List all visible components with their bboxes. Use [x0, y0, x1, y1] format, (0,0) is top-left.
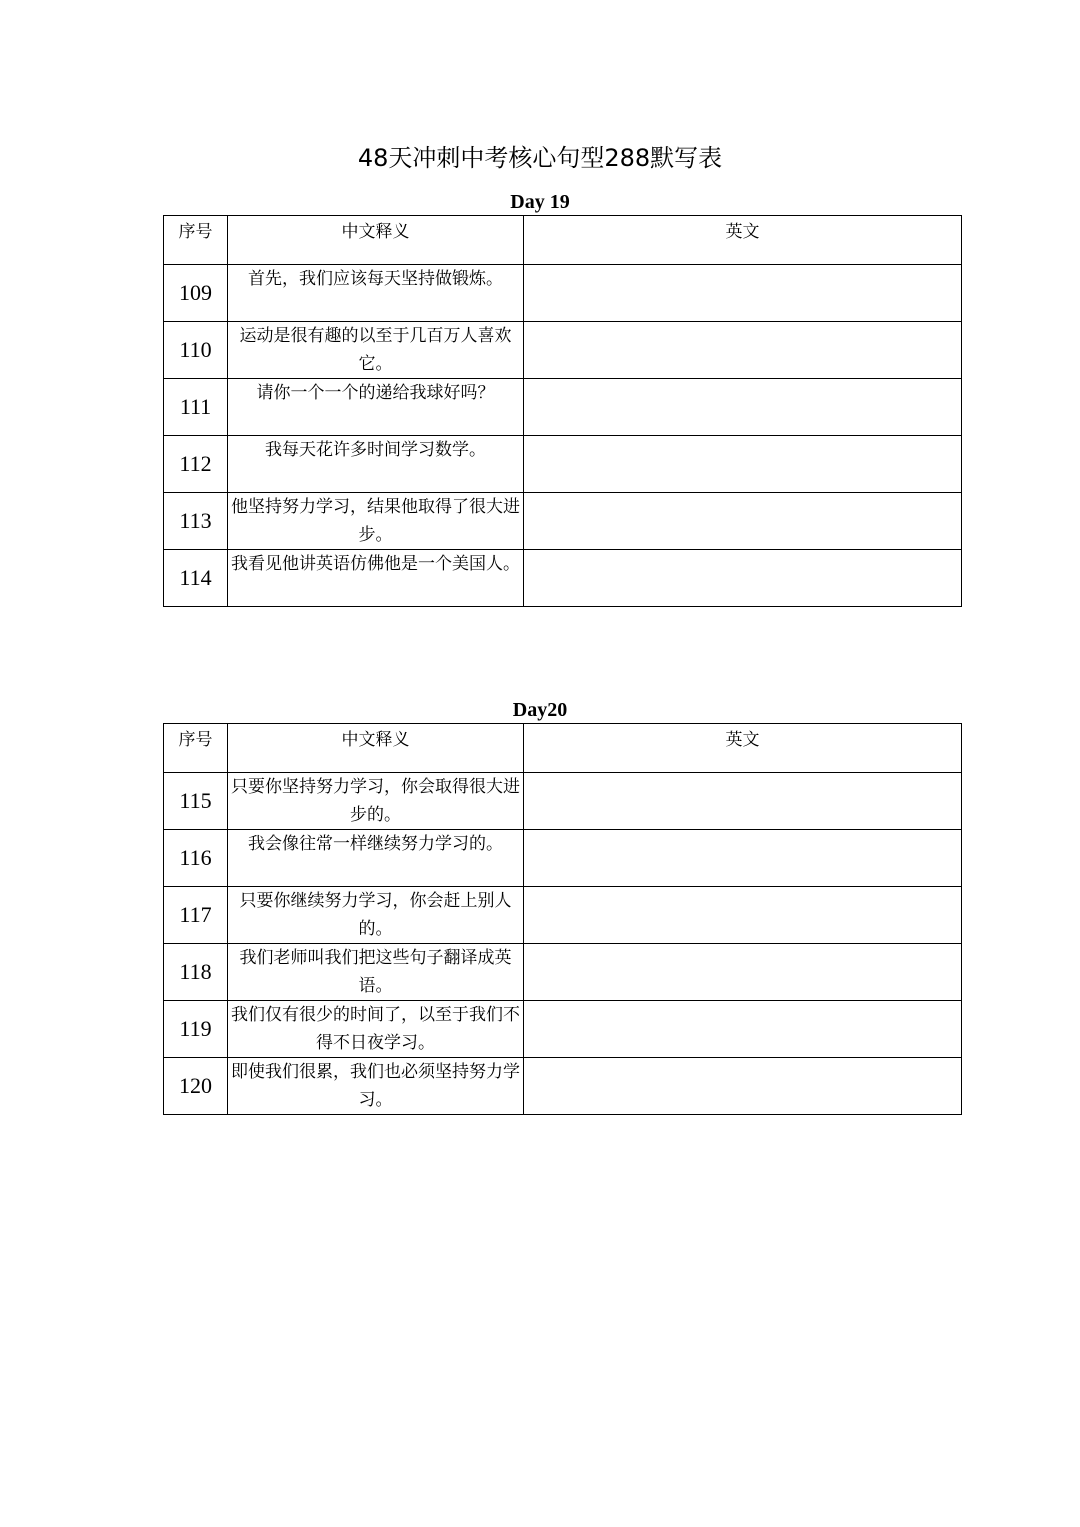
header-cn: 中文释义 [228, 216, 524, 265]
day-label: Day 19 [510, 191, 570, 213]
chinese-sentence: 只要你继续努力学习，你会赶上别人的。 [228, 887, 524, 944]
dictation-table [163, 215, 962, 607]
english-answer-cell[interactable] [524, 436, 962, 493]
table-row [164, 773, 962, 830]
row-number: 113 [164, 493, 228, 550]
chinese-sentence: 请你一个一个的递给我球好吗？ [228, 379, 524, 436]
table-row [164, 944, 962, 1001]
day-label: Day20 [512, 699, 568, 721]
row-number: 119 [164, 1001, 228, 1058]
chinese-sentence: 我看见他讲英语仿佛他是一个美国人。 [228, 550, 524, 607]
page-title: 48天冲刺中考核心句型288默写表 [357, 144, 723, 172]
table-row [164, 887, 962, 944]
table-row [164, 830, 962, 887]
row-number: 116 [164, 830, 228, 887]
row-number: 111 [164, 379, 228, 436]
row-number: 117 [164, 887, 228, 944]
table-row [164, 322, 962, 379]
table-row [164, 1001, 962, 1058]
row-number: 120 [164, 1058, 228, 1115]
english-answer-cell[interactable] [524, 887, 962, 944]
table-row [164, 379, 962, 436]
row-number: 115 [164, 773, 228, 830]
english-answer-cell[interactable] [524, 830, 962, 887]
chinese-sentence: 我会像往常一样继续努力学习的。 [228, 830, 524, 887]
chinese-sentence: 我们仅有很少的时间了，以至于我们不得不日夜学习。 [228, 1001, 524, 1058]
english-answer-cell[interactable] [524, 322, 962, 379]
table-row [164, 1058, 962, 1115]
english-answer-cell[interactable] [524, 944, 962, 1001]
english-answer-cell[interactable] [524, 379, 962, 436]
row-number: 114 [164, 550, 228, 607]
english-answer-cell[interactable] [524, 1001, 962, 1058]
header-cn: 中文释义 [228, 724, 524, 773]
chinese-sentence: 首先，我们应该每天坚持做锻炼。 [228, 265, 524, 322]
table-row [164, 436, 962, 493]
chinese-sentence: 他坚持努力学习，结果他取得了很大进步。 [228, 493, 524, 550]
chinese-sentence: 即使我们很累，我们也必须坚持努力学习。 [228, 1058, 524, 1115]
header-num: 序号 [164, 216, 228, 265]
row-number: 110 [164, 322, 228, 379]
row-number: 109 [164, 265, 228, 322]
header-num: 序号 [164, 724, 228, 773]
chinese-sentence: 我每天花许多时间学习数学。 [228, 436, 524, 493]
table-header-row [164, 724, 962, 773]
chinese-sentence: 我们老师叫我们把这些句子翻译成英语。 [228, 944, 524, 1001]
english-answer-cell[interactable] [524, 1058, 962, 1115]
header-en: 英文 [524, 216, 962, 265]
table-row [164, 265, 962, 322]
table-header-row [164, 216, 962, 265]
dictation-table [163, 723, 962, 1115]
chinese-sentence: 运动是很有趣的以至于几百万人喜欢它。 [228, 322, 524, 379]
table-row [164, 493, 962, 550]
row-number: 118 [164, 944, 228, 1001]
english-answer-cell[interactable] [524, 550, 962, 607]
header-en: 英文 [524, 724, 962, 773]
row-number: 112 [164, 436, 228, 493]
english-answer-cell[interactable] [524, 773, 962, 830]
english-answer-cell[interactable] [524, 493, 962, 550]
english-answer-cell[interactable] [524, 265, 962, 322]
chinese-sentence: 只要你坚持努力学习，你会取得很大进步的。 [228, 773, 524, 830]
table-row [164, 550, 962, 607]
